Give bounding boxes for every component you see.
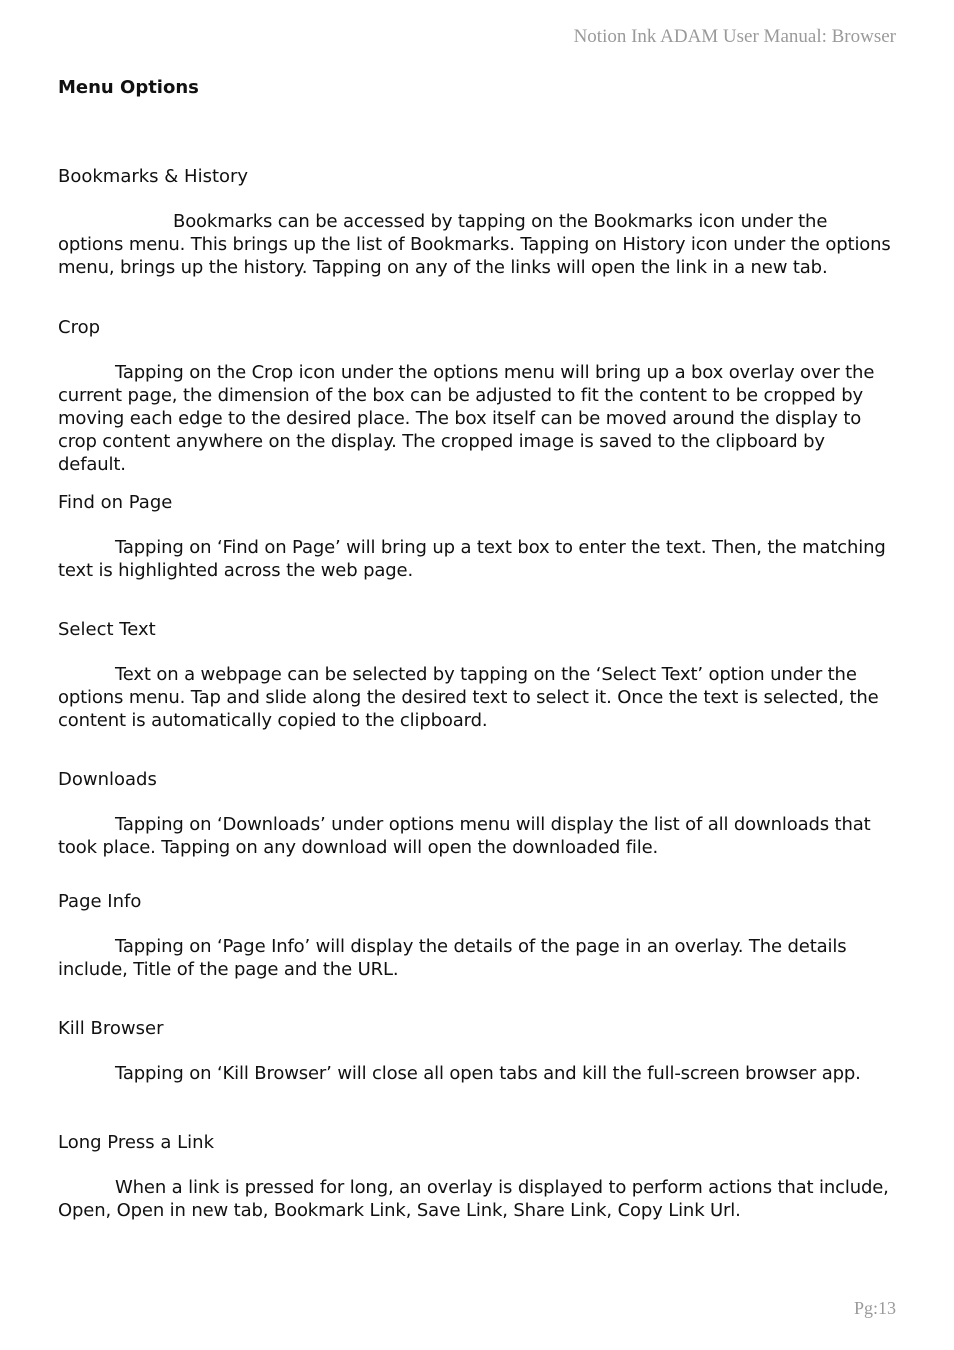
section-heading: Kill Browser [58,1018,164,1039]
section-long-press-link [58,1131,896,1222]
page-number: Pg:13 [853,1298,896,1318]
section-heading: Downloads [58,769,157,790]
section-kill-browser [58,1017,896,1085]
page-title: Menu Options [58,77,199,98]
section-body: Tapping on ‘Page Info’ will display the details of the page in an overlay. The details include, Title of the page and the URL. [58,936,847,980]
section-crop [58,316,896,476]
section-heading: Crop [58,317,101,338]
section-body: When a link is pressed for long, an overlay is displayed to perform actions that include, Open, Open in new tab, Bookmark Link, Save Link, Share Link, Copy Link Url. [58,1177,889,1221]
section-body: Tapping on ‘Downloads’ under options menu will display the list of all downloads that took place. Tapping on any download will open the downloaded file. [58,814,871,858]
section-body: Tapping on the Crop icon under the options menu will bring up a box overlay over the current page, the dimension of the box can be adjusted to fit the content to be cropped by moving each edge to the desired place. The box itself can be moved around the display to crop content anywhere on the display. The cropped image is saved to the clipboard by default. [58,362,875,475]
section-body: Tapping on ‘Find on Page’ will bring up a text box to enter the text. Then, the matching text is highlighted across the web page. [58,537,886,581]
section-body: Bookmarks can be accessed by tapping on the Bookmarks icon under the options menu. This brings up the list of Bookmarks. Tapping on History icon under the options menu, brings up the history. Tapping on any of the links will open the link in a new tab. [58,211,891,278]
section-bookmarks-history [58,165,896,279]
running-header: Notion Ink ADAM User Manual: Browser [573,26,896,47]
section-body: Tapping on ‘Kill Browser’ will close all open tabs and kill the full-screen browser app. [115,1063,861,1084]
section-find-on-page [58,491,896,582]
section-select-text [58,618,896,732]
section-heading: Select Text [58,619,156,640]
section-heading: Long Press a Link [58,1132,214,1153]
section-heading: Page Info [58,891,142,912]
section-heading: Bookmarks & History [58,166,249,187]
section-downloads [58,768,896,859]
section-body: Text on a webpage can be selected by tapping on the ‘Select Text’ option under the options menu. Tap and slide along the desired text to select it. Once the text is selected, the content is automatically copied to the clipboard. [58,664,879,731]
section-heading: Find on Page [58,492,173,513]
section-page-info [58,890,896,981]
